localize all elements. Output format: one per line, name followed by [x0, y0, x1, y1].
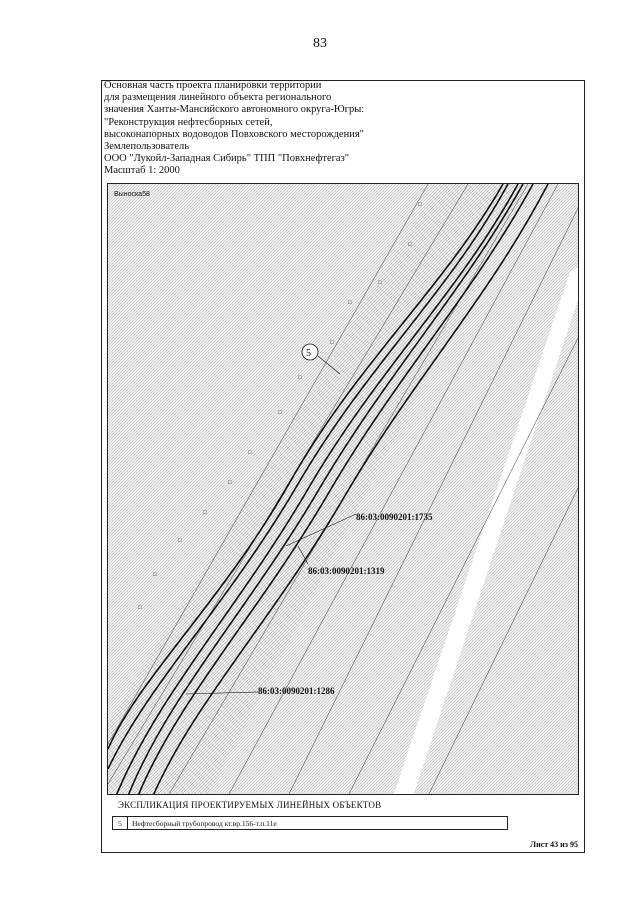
explication-row: [112, 816, 508, 830]
svg-text:□: □: [203, 510, 207, 516]
land-user-name: ООО "Лукойл-Западная Сибирь" ТПП "Повхнефтегаз": [104, 153, 350, 165]
page-number: 83: [313, 36, 327, 51]
explication-title: ЭКСПЛИКАЦИЯ ПРОЕКТИРУЕМЫХ ЛИНЕЙНЫХ ОБЪЕКТОВ: [118, 800, 382, 810]
inset-label: Выноска58: [114, 191, 150, 198]
svg-text:□: □: [178, 538, 182, 544]
map-drawing: [107, 183, 579, 795]
scale-label: Масштаб 1: 2000: [104, 165, 180, 177]
explication-row-text: Нефтесборный трубопровод кт.вр.156-т.п.11е: [132, 818, 277, 828]
svg-text:□: □: [153, 572, 157, 578]
object-marker: 5: [306, 348, 311, 359]
svg-text:□: □: [330, 340, 334, 346]
title-line: "Реконструкция нефтесборных сетей,: [104, 116, 273, 128]
svg-text:□: □: [298, 375, 302, 381]
title-line: высоконапорных водоводов Повховского месторождения": [104, 128, 364, 140]
svg-text:□: □: [408, 242, 412, 248]
svg-text:□: □: [418, 202, 422, 208]
parcel-label-1735: 86:03:0090201:1735: [356, 512, 433, 522]
title-line: Основная часть проекта планировки территории: [104, 80, 322, 91]
title-line: значения Ханты-Мансийского автономного округа-Югры:: [104, 104, 365, 116]
land-user-label: Землепользователь: [104, 141, 190, 153]
explication-row-num: 5: [113, 817, 128, 829]
map-svg: [108, 184, 579, 795]
sheet-number: Лист 43 из 95: [530, 840, 578, 849]
svg-text:□: □: [378, 280, 382, 286]
title-block: [104, 80, 574, 178]
parcel-label-1286: 86:03:0090201:1286: [258, 686, 335, 696]
svg-text:□: □: [248, 450, 252, 456]
svg-text:□: □: [278, 410, 282, 416]
svg-text:□: □: [138, 605, 142, 611]
parcel-label-1319: 86:03:0090201:1319: [308, 566, 385, 576]
svg-text:□: □: [228, 480, 232, 486]
title-line: для размещения линейного объекта регионального: [104, 92, 332, 104]
svg-text:□: □: [348, 300, 352, 306]
